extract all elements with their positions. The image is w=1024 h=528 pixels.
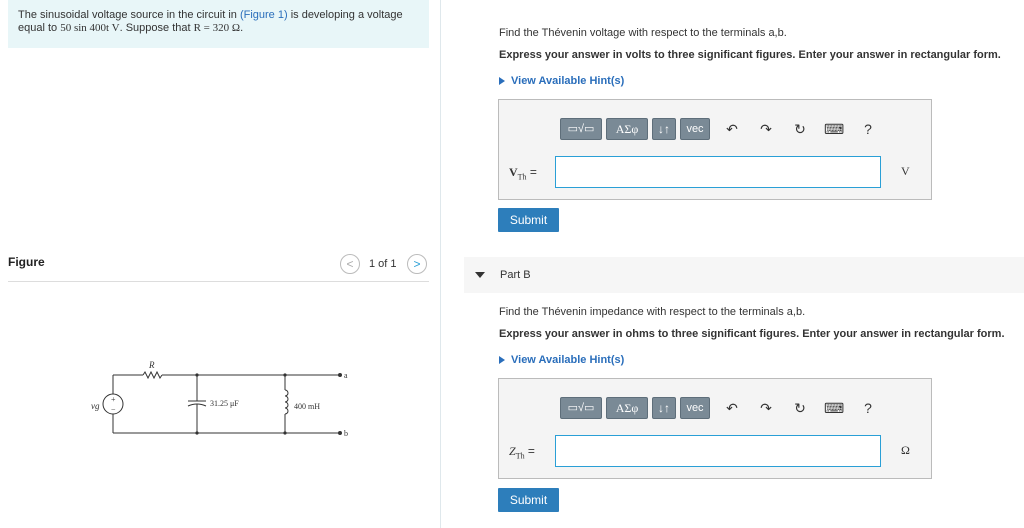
capacitor-label: 31.25 μF	[210, 399, 239, 408]
resistor-symbol	[143, 372, 162, 378]
part-a-variable-label	[509, 165, 537, 181]
problem-text-3: . Suppose that	[119, 22, 194, 34]
part-a-equals: =	[529, 165, 537, 179]
source-plus: +	[111, 395, 116, 404]
templates-button[interactable]: ▭√▭	[560, 118, 602, 140]
caret-down-icon	[475, 272, 485, 278]
resistance-expression: R = 320 Ω	[193, 22, 241, 34]
part-a-hint-label: View Available Hint(s)	[511, 75, 625, 87]
part-a-answer-input[interactable]	[555, 156, 881, 188]
part-b-var-main: Z	[509, 444, 516, 458]
part-a-hint-link[interactable]	[499, 75, 624, 87]
part-b-header[interactable]	[464, 257, 1024, 293]
inductor-symbol	[285, 390, 288, 414]
caret-right-icon	[499, 356, 505, 364]
part-b-unit: Ω	[901, 443, 910, 457]
problem-text-1: The sinusoidal voltage source in the circuit in	[18, 9, 240, 21]
terminal-b-label: b	[344, 429, 348, 438]
terminal-a-label: a	[344, 371, 348, 380]
help-icon[interactable]: ?	[864, 121, 872, 137]
part-a-submit-button[interactable]: Submit	[498, 208, 559, 232]
vec-button[interactable]: vec	[680, 397, 710, 419]
part-b-answer-box	[498, 378, 932, 479]
vec-button[interactable]: vec	[680, 118, 710, 140]
part-b-equals: =	[527, 444, 535, 458]
part-b-title: Part B	[500, 269, 531, 281]
part-b-submit-button[interactable]: Submit	[498, 488, 559, 512]
part-a-instruction: Express your answer in volts to three significant figures. Enter your answer in rectangular form.	[499, 49, 1001, 61]
greek-symbols-button[interactable]: ΑΣφ	[606, 397, 648, 419]
keyboard-icon[interactable]: ⌨	[824, 121, 845, 137]
keyboard-icon[interactable]: ⌨	[824, 400, 845, 416]
inductor-label: 400 mH	[294, 402, 320, 411]
redo-icon[interactable]: ↷	[760, 400, 772, 416]
figure-link[interactable]: (Figure 1)	[239, 9, 288, 21]
reset-icon[interactable]: ↻	[794, 400, 806, 416]
source-minus: −	[111, 405, 116, 414]
problem-text-2: is developing a voltage equal to	[18, 9, 403, 34]
source-label: vg	[91, 401, 100, 411]
part-a-answer-box	[498, 99, 932, 200]
undo-icon[interactable]: ↶	[726, 121, 738, 137]
arrows-button[interactable]: ↓↑	[652, 397, 676, 419]
terminal-a-dot	[338, 373, 342, 377]
part-b-question: Find the Thévenin impedance with respect to the terminals a,b.	[499, 306, 806, 318]
resistor-label: R	[149, 360, 155, 370]
figure-title: Figure	[8, 255, 45, 269]
redo-icon[interactable]: ↷	[760, 121, 772, 137]
part-a-question: Find the Thévenin voltage with respect to the terminals a,b.	[499, 27, 787, 39]
reset-icon[interactable]: ↻	[794, 121, 806, 137]
caret-right-icon	[499, 77, 505, 85]
arrows-button[interactable]: ↓↑	[652, 118, 676, 140]
figure-prev-button[interactable]: <	[340, 254, 360, 274]
part-a-var-main: V	[509, 165, 518, 179]
part-b-instruction: Express your answer in ohms to three significant figures. Enter your answer in rectangular form.	[499, 328, 1005, 340]
help-icon[interactable]: ?	[864, 400, 872, 416]
part-b-variable-label	[509, 444, 535, 460]
terminal-b-dot	[338, 431, 342, 435]
greek-symbols-button[interactable]: ΑΣφ	[606, 118, 648, 140]
voltage-expression: 50 sin 400t V	[60, 22, 120, 34]
part-b-hint-link[interactable]	[499, 354, 624, 366]
circuit-diagram	[80, 356, 370, 441]
undo-icon[interactable]: ↶	[726, 400, 738, 416]
figure-header	[8, 254, 429, 282]
figure-count: 1 of 1	[369, 258, 397, 270]
part-b-hint-label: View Available Hint(s)	[511, 354, 625, 366]
part-a-var-sub: Th	[517, 172, 527, 182]
problem-statement	[8, 0, 429, 48]
part-b-answer-input[interactable]	[555, 435, 881, 467]
problem-text-4: .	[240, 22, 244, 34]
figure-next-button[interactable]: >	[407, 254, 427, 274]
templates-button[interactable]: ▭√▭	[560, 397, 602, 419]
part-a-unit: V	[901, 164, 910, 178]
panel-divider	[440, 0, 441, 528]
part-b-var-sub: Th	[515, 451, 525, 461]
